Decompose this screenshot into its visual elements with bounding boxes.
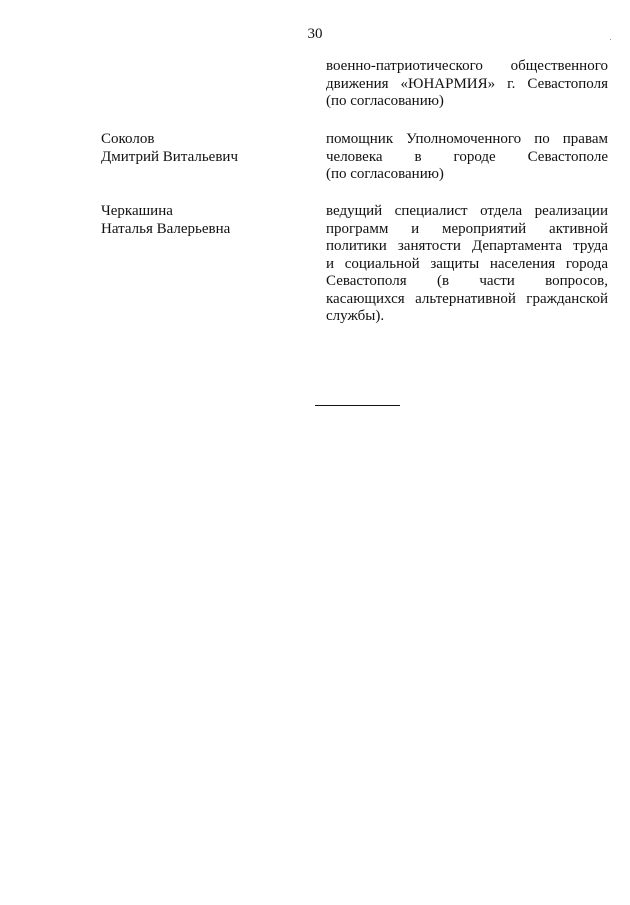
entry-1-desc-line-3: (по согласованию) <box>326 166 444 182</box>
entry-2-surname: Черкашина <box>101 203 173 219</box>
entry-2-name <box>101 203 301 238</box>
page-number: 30 <box>307 26 323 42</box>
entry-2-desc-line-1: ведущий специалист отдела реализации <box>326 203 608 219</box>
entry-2-given-names: Наталья Валерьевна <box>101 220 231 237</box>
entry-1-surname: Соколов <box>101 131 155 147</box>
entry-0-description <box>326 58 608 111</box>
entry-2-desc-line-6: касающихся альтернативной гражданской <box>326 290 608 307</box>
entry-1-desc-line-1: помощник Уполномоченного по правам <box>326 131 608 147</box>
entry-0-desc-line-3: (по согласованию) <box>326 93 444 109</box>
entry-2-desc-line-4: и социальной защиты населения города <box>326 255 608 272</box>
scan-speck <box>610 39 611 40</box>
entry-0-desc-line-1: военно-патриотического общественного <box>326 58 608 74</box>
entry-2-desc-line-5: Севастополя (в части вопросов, <box>326 273 608 289</box>
entry-1-name <box>101 131 301 166</box>
entry-1-description <box>326 131 608 184</box>
end-of-document-rule <box>315 405 400 406</box>
entry-2-desc-line-7: службы). <box>326 308 385 324</box>
entry-2-desc-line-2: программ и мероприятий активной <box>326 220 608 237</box>
entry-0-desc-line-2: движения «ЮНАРМИЯ» г. Севастополя <box>326 75 608 92</box>
entry-2-desc-line-3: политики занятости Департамента труда <box>326 238 608 254</box>
entry-1-desc-line-2: человека в городе Севастополе <box>326 148 608 165</box>
entry-2-description <box>326 203 608 326</box>
entry-1-given-names: Дмитрий Витальевич <box>101 148 238 165</box>
